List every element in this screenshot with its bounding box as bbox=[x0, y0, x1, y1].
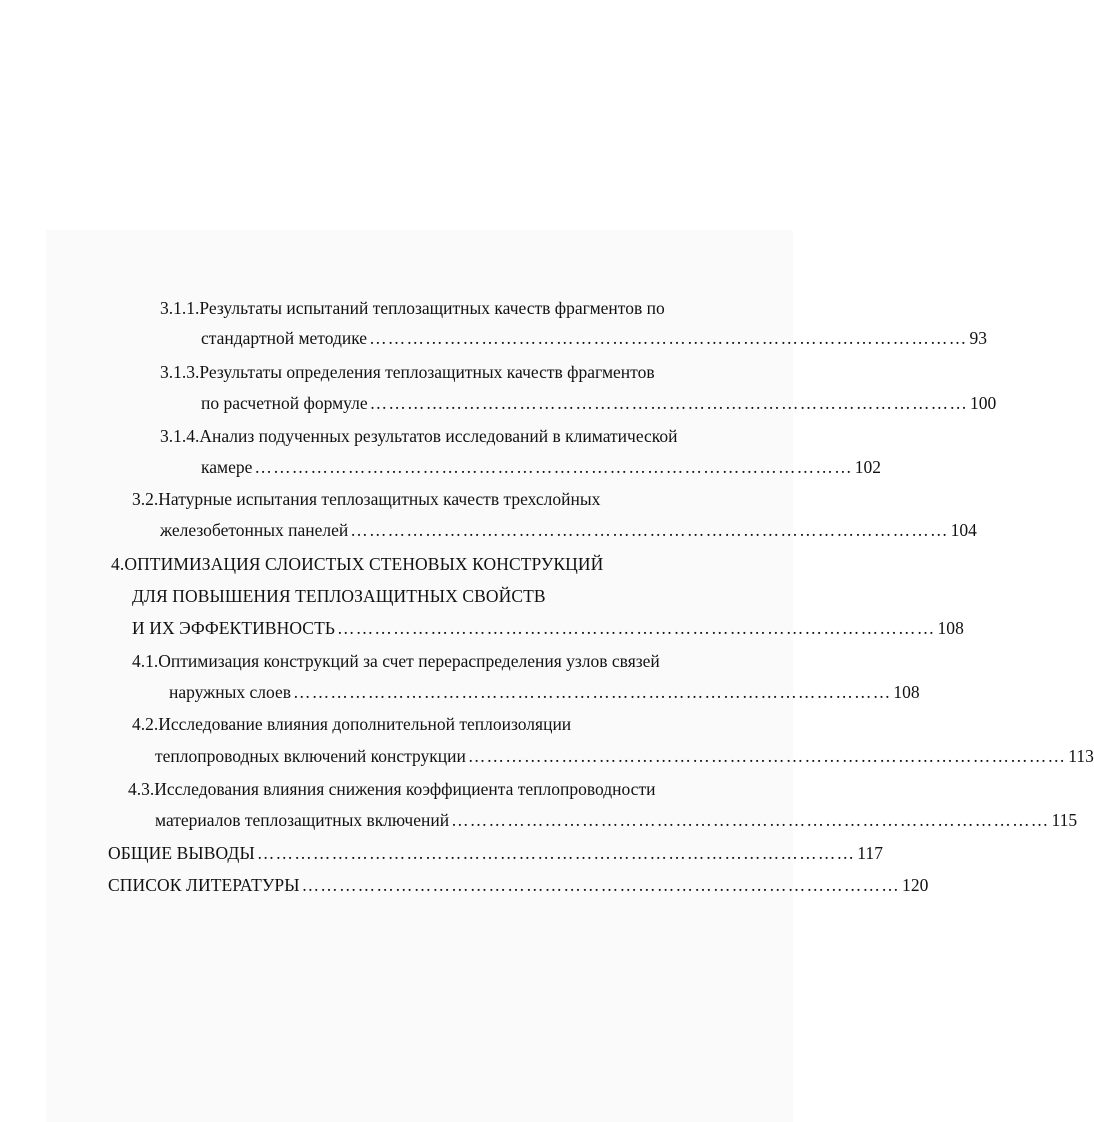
toc-entry-3-1-3-page: 100 bbox=[970, 393, 997, 413]
toc-chapter-4-title: 4.ОПТИМИЗАЦИЯ СЛОИСТЫХ СТЕНОВЫХ КОНСТРУКЦИЙ bbox=[111, 554, 604, 574]
toc-entry-4-1-page: 108 bbox=[893, 682, 920, 702]
dot-leader: …………………………………………………………………………………… bbox=[293, 682, 892, 702]
toc-entry-4-2-title: 4.2.Исследование влияния дополнительной теплоизоляции bbox=[132, 714, 572, 734]
toc-references-title: СПИСОК ЛИТЕРАТУРЫ bbox=[108, 875, 300, 895]
toc-entry-3-1-1-page: 93 bbox=[969, 328, 987, 348]
toc-chapter-4-leader-line[interactable] bbox=[132, 617, 964, 639]
toc-conclusions-title: ОБЩИЕ ВЫВОДЫ bbox=[108, 843, 255, 863]
toc-entry-3-2-page: 104 bbox=[950, 520, 977, 540]
dot-leader: …………………………………………………………………………………… bbox=[337, 618, 936, 638]
dot-leader: …………………………………………………………………………………… bbox=[451, 810, 1050, 830]
toc-entry-4-1-continuation: наружных слоев bbox=[169, 682, 292, 702]
toc-chapter-4-title-line3: И ИХ ЭФФЕКТИВНОСТЬ bbox=[132, 618, 336, 638]
dot-leader: …………………………………………………………………………………… bbox=[254, 457, 853, 477]
toc-entry-4-3-page: 115 bbox=[1051, 810, 1078, 830]
dot-leader: …………………………………………………………………………………… bbox=[256, 843, 856, 863]
toc-entry-4-3-leader-line[interactable] bbox=[155, 809, 1078, 831]
toc-entry-4-3-title: 4.3.Исследования влияния снижения коэффициента теплопроводности bbox=[128, 779, 656, 799]
dot-leader: …………………………………………………………………………………… bbox=[369, 328, 968, 348]
dot-leader: …………………………………………………………………………………… bbox=[369, 393, 969, 413]
dot-leader: …………………………………………………………………………………… bbox=[467, 746, 1067, 766]
toc-entry-4-1-leader-line[interactable] bbox=[169, 681, 920, 703]
toc-entry-3-1-1-continuation: стандартной методике bbox=[201, 328, 368, 348]
toc-entry-4-3-continuation: материалов теплозащитных включений bbox=[155, 810, 450, 830]
toc-entry-3-1-4-title: 3.1.4.Анализ подученных результатов исследований в климатической bbox=[160, 426, 678, 446]
toc-entry-4-2-continuation: теплопроводных включений конструкции bbox=[155, 746, 466, 766]
toc-entry-3-1-3-title: 3.1.3.Результаты определения теплозащитных качеств фрагментов bbox=[160, 362, 655, 382]
toc-chapter-4-page: 108 bbox=[937, 618, 964, 638]
toc-entry-3-1-3-continuation: по расчетной формуле bbox=[201, 393, 368, 413]
dot-leader: …………………………………………………………………………………… bbox=[301, 875, 900, 895]
toc-entry-3-1-3-leader-line[interactable] bbox=[201, 392, 997, 414]
toc-entry-3-1-4-leader-line[interactable] bbox=[201, 456, 882, 478]
toc-entry-3-1-1-title: 3.1.1.Результаты испытаний теплозащитных качеств фрагментов по bbox=[160, 298, 665, 318]
toc-entry-3-1-4-page: 102 bbox=[854, 457, 882, 477]
toc-entry-4-2-leader-line[interactable] bbox=[155, 745, 1094, 767]
toc-conclusions-line[interactable] bbox=[108, 842, 884, 864]
toc-entry-3-2-title: 3.2.Натурные испытания теплозащитных качеств трехслойных bbox=[132, 489, 601, 509]
toc-entry-3-2-leader-line[interactable] bbox=[160, 519, 977, 541]
toc-conclusions-page: 117 bbox=[857, 843, 884, 863]
toc-references-line[interactable] bbox=[108, 874, 929, 896]
toc-entry-4-1-title: 4.1.Оптимизация конструкций за счет перераспределения узлов связей bbox=[132, 651, 660, 671]
toc-entry-3-1-4-continuation: камере bbox=[201, 457, 253, 477]
dot-leader: …………………………………………………………………………………… bbox=[350, 520, 949, 540]
toc-entry-3-1-1-leader-line[interactable] bbox=[201, 327, 987, 349]
toc-chapter-4-title-line2: ДЛЯ ПОВЫШЕНИЯ ТЕПЛОЗАЩИТНЫХ СВОЙСТВ bbox=[132, 586, 546, 606]
toc-entry-3-2-continuation: железобетонных панелей bbox=[160, 520, 349, 540]
toc-references-page: 120 bbox=[901, 875, 929, 895]
toc-entry-4-2-page: 113 bbox=[1068, 746, 1094, 766]
